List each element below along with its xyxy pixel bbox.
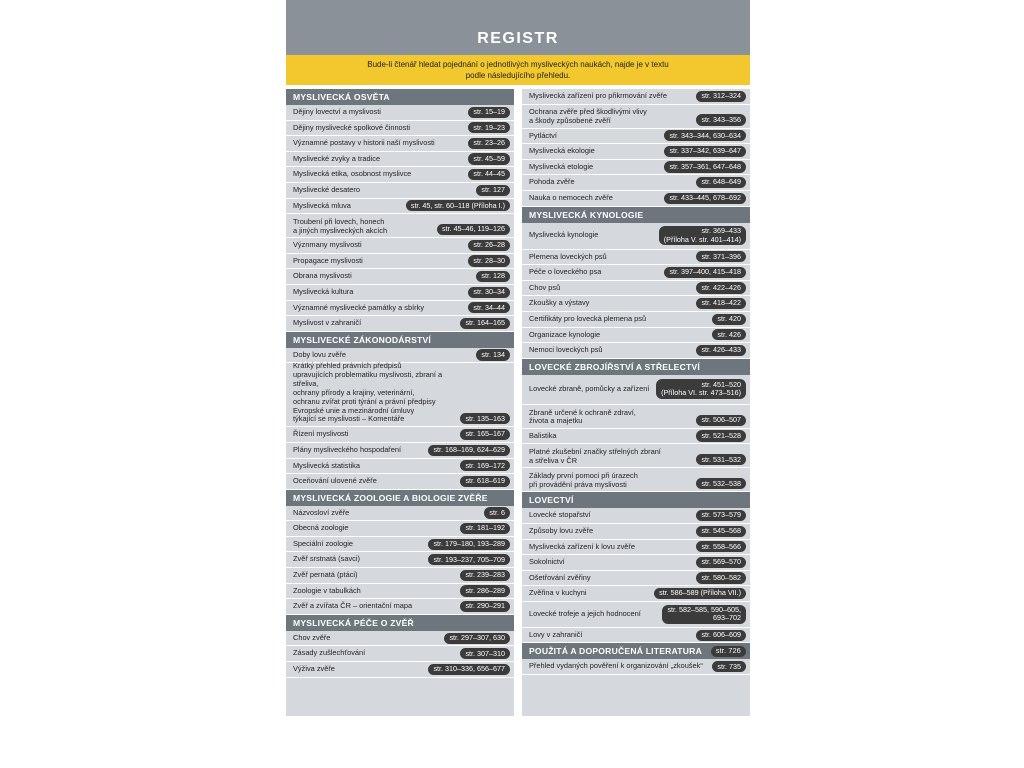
page-ref-badge: str. 506–507 [696, 415, 746, 426]
page-ref-badge: str. 580–582 [696, 572, 746, 583]
index-entry [522, 281, 750, 297]
page-ref-badge: str. 45–59 [468, 153, 510, 164]
entry-label: Názvosloví zvěře [293, 507, 350, 517]
page-ref-badge: str. 369–433 (Příloha V. str. 401–414) [659, 226, 746, 246]
page-ref-badge: str. 343–356 [696, 114, 746, 125]
header-bar [286, 0, 750, 55]
page-ref-badge: str. 286–289 [460, 585, 510, 596]
page-ref-badge: str. 297–307, 630 [444, 633, 510, 644]
index-entry [286, 521, 514, 537]
page-ref-badge: str. 357–361, 647–648 [664, 161, 746, 172]
section-heading-zoologie: MYSLIVECKÁ ZOOLOGIE A BIOLOGIE ZVĚŘE [286, 490, 514, 506]
page-ref-badge: str. 193–237, 705–709 [428, 554, 510, 565]
page-ref-badge: str. 15–19 [468, 107, 510, 118]
entry-label: Platné zkušební značky střelných zbraní a střeliva v ČR [529, 447, 661, 465]
index-entry [522, 312, 750, 328]
entry-label: Způsoby lovu zvěře [529, 525, 594, 535]
page-ref-badge: str. 30–34 [468, 287, 510, 298]
index-entry [522, 265, 750, 281]
register-page [286, 0, 750, 716]
entry-label: Pytláctví [529, 130, 557, 140]
index-entry [286, 568, 514, 584]
page-ref-badge: str. 168–169, 624–629 [428, 445, 510, 456]
entry-label: Lovecké zbraně, pomůcky a zařízení [529, 383, 650, 393]
index-entry [286, 631, 514, 647]
index-entry [522, 508, 750, 524]
page-ref-badge: str. 165–167 [460, 429, 510, 440]
index-entry [522, 144, 750, 160]
index-entry [522, 328, 750, 344]
index-entry [286, 584, 514, 600]
section-heading-kynologie: MYSLIVECKÁ KYNOLOGIE [522, 207, 750, 223]
page-ref-badge: str. 418–422 [696, 298, 746, 309]
entry-label: Myslivecká ekologie [529, 146, 595, 156]
index-entry [286, 285, 514, 301]
index-entry [286, 136, 514, 152]
section-heading-lovectvi: LOVECTVÍ [522, 492, 750, 508]
entry-label: Obecná zoologie [293, 523, 349, 533]
entry-label: Myslivecké zvyky a tradice [293, 153, 381, 163]
entry-label: Chov zvěře [293, 632, 331, 642]
intro-line-2: podle následujícího přehledu. [465, 71, 571, 80]
index-entry [522, 129, 750, 145]
entry-label: Myslivecká etika, osobnost myslivce [293, 169, 412, 179]
entry-label: Pohoda zvěře [529, 177, 575, 187]
page-ref-badge: str. 6 [484, 507, 510, 518]
entry-label: Zvěř srstnatá (savci) [293, 554, 360, 564]
page-ref-badge: str. 343–344, 630–634 [664, 130, 746, 141]
entry-label: Myslivecká etologie [529, 161, 594, 171]
index-entry [286, 269, 514, 285]
intro-line-1: Bude-li čtenář hledat pojednání o jednotlivých mysliveckých naukách, najde je v textu [367, 60, 669, 69]
section-heading-zbrojirstvi: LOVECKÉ ZBROJÍŘSTVÍ A STŘELECTVÍ [522, 359, 750, 375]
page-ref-badge: str. 426 [712, 329, 746, 340]
page-ref-badge: str. 307–310 [460, 648, 510, 659]
index-entry [286, 360, 514, 427]
page-ref-badge: str. 451–520 (Příloha VI. str. 473–516) [656, 379, 746, 399]
page-ref-badge: str. 426–433 [696, 345, 746, 356]
page-ref-badge: str. 45–46, 119–126 [437, 224, 510, 235]
page-ref-badge: str. 290–291 [460, 601, 510, 612]
index-entry [286, 599, 514, 615]
entry-label: Myslivecká mluva [293, 200, 351, 210]
entry-label: Výživa zvěře [293, 664, 335, 674]
index-entry [286, 121, 514, 137]
entry-label: Zoologie v tabulkách [293, 585, 361, 595]
entry-label: Obrana myslivosti [293, 271, 352, 281]
index-entry [522, 468, 750, 492]
page-title: REGISTR [477, 30, 559, 47]
page-ref-badge: str. 573–579 [696, 510, 746, 521]
entry-label: Lovy v zahraničí [529, 629, 583, 639]
page-ref-badge: str. 312–324 [696, 91, 746, 102]
index-entry [286, 443, 514, 459]
page-ref-badge: str. 433–445, 678–692 [664, 193, 746, 204]
entry-label: Myslivecká kultura [293, 286, 354, 296]
entry-label: Doby lovu zvěře [293, 349, 346, 359]
entry-label: Myslivost v zahraničí [293, 318, 362, 328]
entry-label: Významné postavy v historii naší myslivosti [293, 138, 435, 148]
entry-label: Balistika [529, 430, 557, 440]
entry-label: Organizace kynologie [529, 329, 601, 339]
index-entry [522, 223, 750, 250]
entry-label: Chov psů [529, 282, 561, 292]
index-entry [286, 427, 514, 443]
entry-label: Základy první pomoci při úrazech při provádění práva myslivosti [529, 471, 638, 489]
index-entry [522, 160, 750, 176]
index-entry [522, 296, 750, 312]
page-ref-badge: str. 169–172 [460, 460, 510, 471]
page-ref-badge: str. 310–336, 656–677 [428, 664, 510, 675]
index-entry [522, 343, 750, 359]
page-ref-badge: str. 34–44 [468, 302, 510, 313]
index-entry [522, 191, 750, 207]
index-entry [522, 405, 750, 429]
index-entry [522, 175, 750, 191]
page-ref-badge: str. 606–609 [696, 630, 746, 641]
index-entry [286, 167, 514, 183]
index-entry [286, 183, 514, 199]
page-ref-badge: str. 397–400, 415–418 [664, 267, 746, 278]
page-ref-badge: str. 371–396 [696, 251, 746, 262]
index-entry [522, 89, 750, 105]
page-ref-badge: str. 422–426 [696, 282, 746, 293]
section-heading-pece: MYSLIVECKÁ PÉČE O ZVĚŘ [286, 615, 514, 631]
page-ref-badge: str. 28–30 [468, 255, 510, 266]
page-ref-badge: str. 545–568 [696, 526, 746, 537]
index-entry [522, 250, 750, 266]
page-ref-badge: str. 726 [711, 646, 746, 657]
index-entry [286, 105, 514, 121]
index-entry [522, 429, 750, 445]
page-ref-badge: str. 618–619 [460, 476, 510, 487]
page-ref-badge: str. 135–163 [460, 413, 510, 424]
entry-label: Péče o loveckého psa [529, 267, 602, 277]
page-ref-badge: str. 44–45 [468, 169, 510, 180]
entry-label: Sokolnictví [529, 557, 565, 567]
page-ref-badge: str. 26–28 [468, 240, 510, 251]
page-ref-badge: str. 45, str. 60–118 (Příloha I.) [406, 200, 510, 211]
page-ref-badge: str. 181–192 [460, 523, 510, 534]
index-entry [522, 602, 750, 628]
right-column [522, 89, 750, 716]
entry-label: Plány mysliveckého hospodaření [293, 444, 402, 454]
page-ref-badge: str. 19–23 [468, 122, 510, 133]
entry-label: Zvěř a zvířata ČR – orientační mapa [293, 601, 413, 611]
left-column [286, 89, 514, 716]
page-ref-badge: str. 134 [476, 349, 510, 360]
entry-label: Myslivecká kynologie [529, 230, 599, 240]
page-ref-badge: str. 558–566 [696, 541, 746, 552]
entry-label: Lovecké stopařství [529, 510, 591, 520]
entry-label: Dějiny lovectví a myslivosti [293, 107, 381, 116]
index-entry [286, 662, 514, 678]
index-entry [286, 474, 514, 490]
section-heading-literatura [522, 643, 750, 659]
page-ref-badge: str. 582–585, 590–605, 693–702 [662, 605, 746, 625]
page-ref-badge: str. 128 [476, 271, 510, 282]
intro-banner [286, 55, 750, 85]
entry-label: Zvěřina v kuchyni [529, 588, 587, 598]
page-ref-badge: str. 531–532 [696, 454, 746, 465]
section-heading-zakonodarstvi: MYSLIVECKÉ ZÁKONODÁRSTVÍ [286, 332, 514, 348]
entry-label: Krátký přehled právních předpisů upravujících problematiku myslivosti, zbraní a střeliva, ochrany přírody a krajiny, veterinární, ochranu zvířat proti týrání a právní předpisy Evropské unie a mezinárodní úmluvy týkající se myslivosti – Komentáře [293, 360, 443, 424]
entry-label: Zkoušky a výstavy [529, 298, 590, 308]
page-ref-badge: str. 586–589 (Příloha VII.) [654, 588, 746, 599]
index-entry [286, 506, 514, 522]
entry-label: Propagace myslivosti [293, 255, 363, 265]
page-ref-badge: str. 532–538 [696, 478, 746, 489]
page-ref-badge: str. 648–649 [696, 177, 746, 188]
entry-label: Zásady zušlechťování [293, 648, 366, 658]
index-entry [286, 199, 514, 215]
entry-label: Řízení myslivosti [293, 429, 349, 439]
entry-label: Speciální zoologie [293, 538, 353, 548]
entry-label: Lovecké trofeje a jejich hodnocení [529, 609, 641, 619]
index-entry [286, 459, 514, 475]
entry-label: Myslivecká zařízení k lovu zvěře [529, 541, 635, 551]
index-entry [286, 254, 514, 270]
index-entry [286, 152, 514, 168]
entry-label: Přehled vydaných pověření k organizování „zkoušek“ [529, 661, 703, 671]
entry-label: Certifikáty pro lovecká plemena psů [529, 313, 647, 323]
entry-label: Významné myslivecké památky a sbírky [293, 302, 425, 312]
index-entry [522, 586, 750, 602]
page-ref-badge: str. 420 [712, 314, 746, 325]
index-entry [286, 238, 514, 254]
page-ref-badge: str. 239–283 [460, 570, 510, 581]
section-heading-label: POUŽITÁ A DOPORUČENÁ LITERATURA [529, 646, 702, 657]
entry-label: Zvěř pernatá (ptáci) [293, 570, 358, 580]
page-ref-badge: str. 735 [712, 661, 746, 672]
index-entry [286, 646, 514, 662]
index-entry [286, 552, 514, 568]
page-ref-badge: str. 521–528 [696, 430, 746, 441]
page-ref-badge: str. 179–180, 193–289 [428, 539, 510, 550]
index-entry [522, 524, 750, 540]
entry-label: Myslivecké desatero [293, 184, 360, 194]
index-entry [286, 301, 514, 317]
index-entry [286, 537, 514, 553]
index-entry [522, 375, 750, 405]
index-entry [522, 105, 750, 129]
entry-label: Oceňování ulovené zvěře [293, 476, 377, 486]
entry-label: Myslivecká zařízení pro přikrmování zvěře [529, 91, 668, 100]
entry-label: Ochrana zvěře před škodlivými vlivy a škody způsobené zvěří [529, 107, 647, 125]
page-ref-badge: str. 337–342, 639–647 [664, 146, 746, 157]
entry-label: Myslivecká statistika [293, 460, 360, 470]
entry-label: Význmany myslivosti [293, 240, 362, 250]
index-entry [286, 316, 514, 332]
entry-label: Nauka o nemocech zvěře [529, 192, 613, 202]
entry-label: Dějiny myslivecké spolkové činnosti [293, 122, 411, 132]
index-entry [522, 628, 750, 644]
section-heading-osveta: MYSLIVECKÁ OSVĚTA [286, 89, 514, 105]
index-entry [286, 214, 514, 238]
index-entry [522, 555, 750, 571]
index-entry [522, 444, 750, 468]
page-ref-badge: str. 23–26 [468, 138, 510, 149]
page-ref-badge: str. 569–570 [696, 557, 746, 568]
entry-label: Nemoci loveckých psů [529, 345, 603, 355]
index-entry [522, 571, 750, 587]
index-entry [522, 540, 750, 556]
entry-label: Plemena loveckých psů [529, 251, 607, 261]
page-ref-badge: str. 127 [476, 185, 510, 196]
entry-label: Ošetřování zvěřiny [529, 572, 591, 582]
entry-label: Troubení při lovech, honech a jiných mysliveckých akcích [293, 216, 388, 235]
page-ref-badge: str. 164–165 [460, 318, 510, 329]
entry-label: Zbraně určené k ochraně zdraví, života a majetku [529, 407, 636, 426]
index-entry [522, 659, 750, 675]
